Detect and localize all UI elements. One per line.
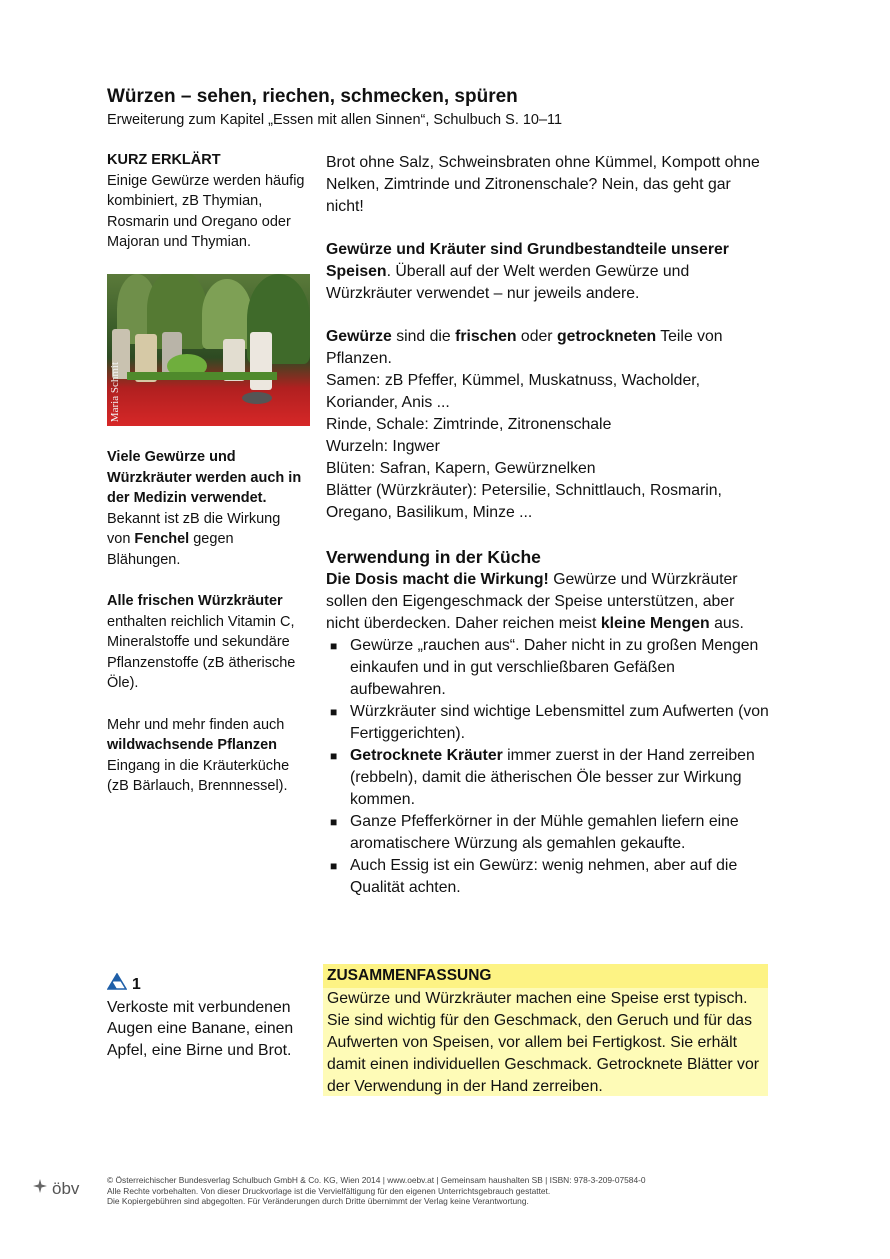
blueten-line: Blüten: Safran, Kapern, Gewürznelken [326, 460, 596, 477]
frisch-text: enthalten reichlich Vitamin C, Mineralstoffe und sekundäre Pflanzenstoffe (zB ätherische Öle). [107, 613, 296, 691]
gew-bold-1: Gewürze [326, 328, 392, 345]
publisher-logo [32, 1178, 79, 1199]
bullet-icon: ■ [330, 815, 338, 829]
wild-bold: wildwachsende Pflanzen [107, 737, 278, 753]
gew-bold-2: frischen [455, 328, 517, 345]
blaetter-line: Blätter (Würzkräuter): Petersilie, Schnittlauch, Rosmarin, Oregano, Basilikum, Minze ... [326, 482, 722, 521]
bullet-2-text: Würzkräuter sind wichtige Lebensmittel zum Aufwerten (von Fertiggerichten). [350, 703, 769, 742]
bullet-4-text: Ganze Pfefferkörner in der Mühle gemahlen liefern eine aromatischere Würzung als gemahlen gekaufte. [350, 813, 739, 852]
list-item [326, 811, 771, 855]
wild-text-1: Mehr und mehr finden auch [107, 716, 285, 733]
list-item [326, 701, 771, 745]
footer-line-1: © Österreichischer Bundesverlag Schulbuch GmbH & Co. KG, Wien 2014 | www.oebv.at | Gemeinsam haushalten SB | ISBN: 978-3-209-07584-0 [107, 1175, 646, 1185]
medizin-bold: Viele Gewürze und Würzkräuter werden auch in der Medizin verwendet. [107, 449, 302, 506]
intro-paragraph: Brot ohne Salz, Schweinsbraten ohne Kümmel, Kompott ohne Nelken, Zimtrinde und Zitronenschale? Nein, das geht gar nicht! [326, 154, 760, 215]
frisch-bold: Alle frischen Würzkräuter [107, 593, 283, 609]
rinde-line: Rinde, Schale: Zimtrinde, Zitronenschale [326, 416, 612, 433]
medizin-bold-2: Fenchel [134, 531, 190, 547]
photo-credit: Maria Schmit [109, 361, 121, 422]
dosis-paragraph [326, 569, 771, 635]
bullet-icon: ■ [330, 705, 338, 719]
samen-line: Samen: zB Pfeffer, Kümmel, Muskatnuss, Wacholder, Koriander, Anis ... [326, 372, 701, 411]
grund-text: . Überall auf der Welt werden Gewürze und Würzkräuter verwendet – nur jeweils andere. [326, 263, 690, 302]
task-number: 1 [132, 976, 141, 993]
dosis-bold: Die Dosis macht die Wirkung! [326, 571, 549, 588]
medizin-text-2: gegen Blähungen. [107, 531, 234, 568]
medizin-text-1: Bekannt ist zB die Wirkung von [107, 510, 281, 547]
footer-line-3: Die Kopiergebühren sind abgegolten. Für Veränderungen durch Dritte übernimmt der Verlag keine Verantwortung. [107, 1196, 529, 1206]
task-header [107, 973, 307, 997]
gewuerze-definition [326, 326, 771, 370]
logo-text: öbv [52, 1178, 80, 1198]
grund-bold: Gewürze und Kräuter sind Grundbestandteile unserer Speisen [326, 241, 729, 280]
gew-text-3: Teile von Pflanzen. [326, 328, 723, 367]
list-item [326, 745, 771, 811]
task-box [107, 973, 307, 1061]
kurz-erklaert-text: Einige Gewürze werden häufig kombiniert, zB Thymian, Rosmarin und Oregano oder Majoran und Thymian. [107, 172, 305, 250]
footer-line-2: Alle Rechte vorbehalten. Von dieser Druckvorlage ist die Vervielfältigung für den eigenen Unterrichtsgebrauch gestattet. [107, 1185, 551, 1196]
bullet-1-text: Gewürze „rauchen aus“. Daher nicht in zu großen Mengen einkaufen und in gut verschließbaren Gefäßen aufbewahren. [350, 637, 759, 698]
dosis-text-2: aus. [709, 615, 744, 632]
wild-note [107, 715, 307, 797]
kurz-erklaert-box [107, 150, 307, 253]
bullet-icon: ■ [330, 859, 338, 873]
footer-legal [107, 1175, 646, 1207]
bullet-3-text: immer zuerst in der Hand zerreiben (rebbeln), damit die ätherischen Öle besser zur Wirkung kommen. [350, 747, 755, 808]
summary-text: Gewürze und Würzkräuter machen eine Speise erst typisch. Sie sind wichtig für den Geschmack, den Geruch und für das Aufwerten von Speisen, vor allem bei Fertigkost. Sie erhält damit einen individuellen Geschmack. Getrocknete Blätter vor der Verwendung in der Hand zerreiben. [327, 990, 759, 1095]
bullet-icon: ■ [330, 749, 338, 763]
page-subtitle: Erweiterung zum Kapitel „Essen mit allen Sinnen“, Schulbuch S. 10–11 [107, 112, 563, 128]
bullet-5-text: Auch Essig ist ein Gewürz: wenig nehmen, aber auf die Qualität achten. [350, 857, 738, 896]
list-item [326, 855, 771, 899]
gew-bold-3: getrockneten [556, 328, 657, 345]
herbs-photo [107, 274, 310, 426]
bullet-3-bold: Getrocknete Kräuter [350, 747, 503, 764]
dosis-text: Gewürze und Würzkräuter sollen den Eigengeschmack der Speise unterstützen, aber nicht überdecken. Daher reichen meist [326, 571, 738, 632]
left-notes [107, 447, 307, 797]
summary-title: ZUSAMMENFASSUNG [323, 964, 768, 988]
kurz-erklaert-title: KURZ ERKLÄRT [107, 152, 221, 168]
kueche-heading: Verwendung in der Küche [326, 547, 541, 567]
frisch-note [107, 591, 307, 694]
bullet-icon: ■ [330, 639, 338, 653]
star-icon [32, 1178, 48, 1199]
main-content [326, 152, 771, 899]
tips-list [326, 635, 771, 899]
wurzeln-line: Wurzeln: Ingwer [326, 438, 440, 455]
wild-text-2: Eingang in die Kräuterküche (zB Bärlauch, Brennnessel). [107, 757, 290, 794]
gew-text-1: sind die [391, 328, 456, 345]
gew-text-2: oder [516, 328, 557, 345]
list-item [326, 635, 771, 701]
medizin-note [107, 447, 307, 570]
grundbestandteile-paragraph [326, 239, 771, 305]
page-title: Würzen – sehen, riechen, schmecken, spüren [107, 86, 518, 107]
task-level-icon [107, 973, 127, 997]
summary-box [323, 964, 768, 1096]
dosis-bold-2: kleine Mengen [600, 615, 710, 632]
task-text: Verkoste mit verbundenen Augen eine Banane, einen Apfel, eine Birne und Brot. [107, 998, 294, 1059]
